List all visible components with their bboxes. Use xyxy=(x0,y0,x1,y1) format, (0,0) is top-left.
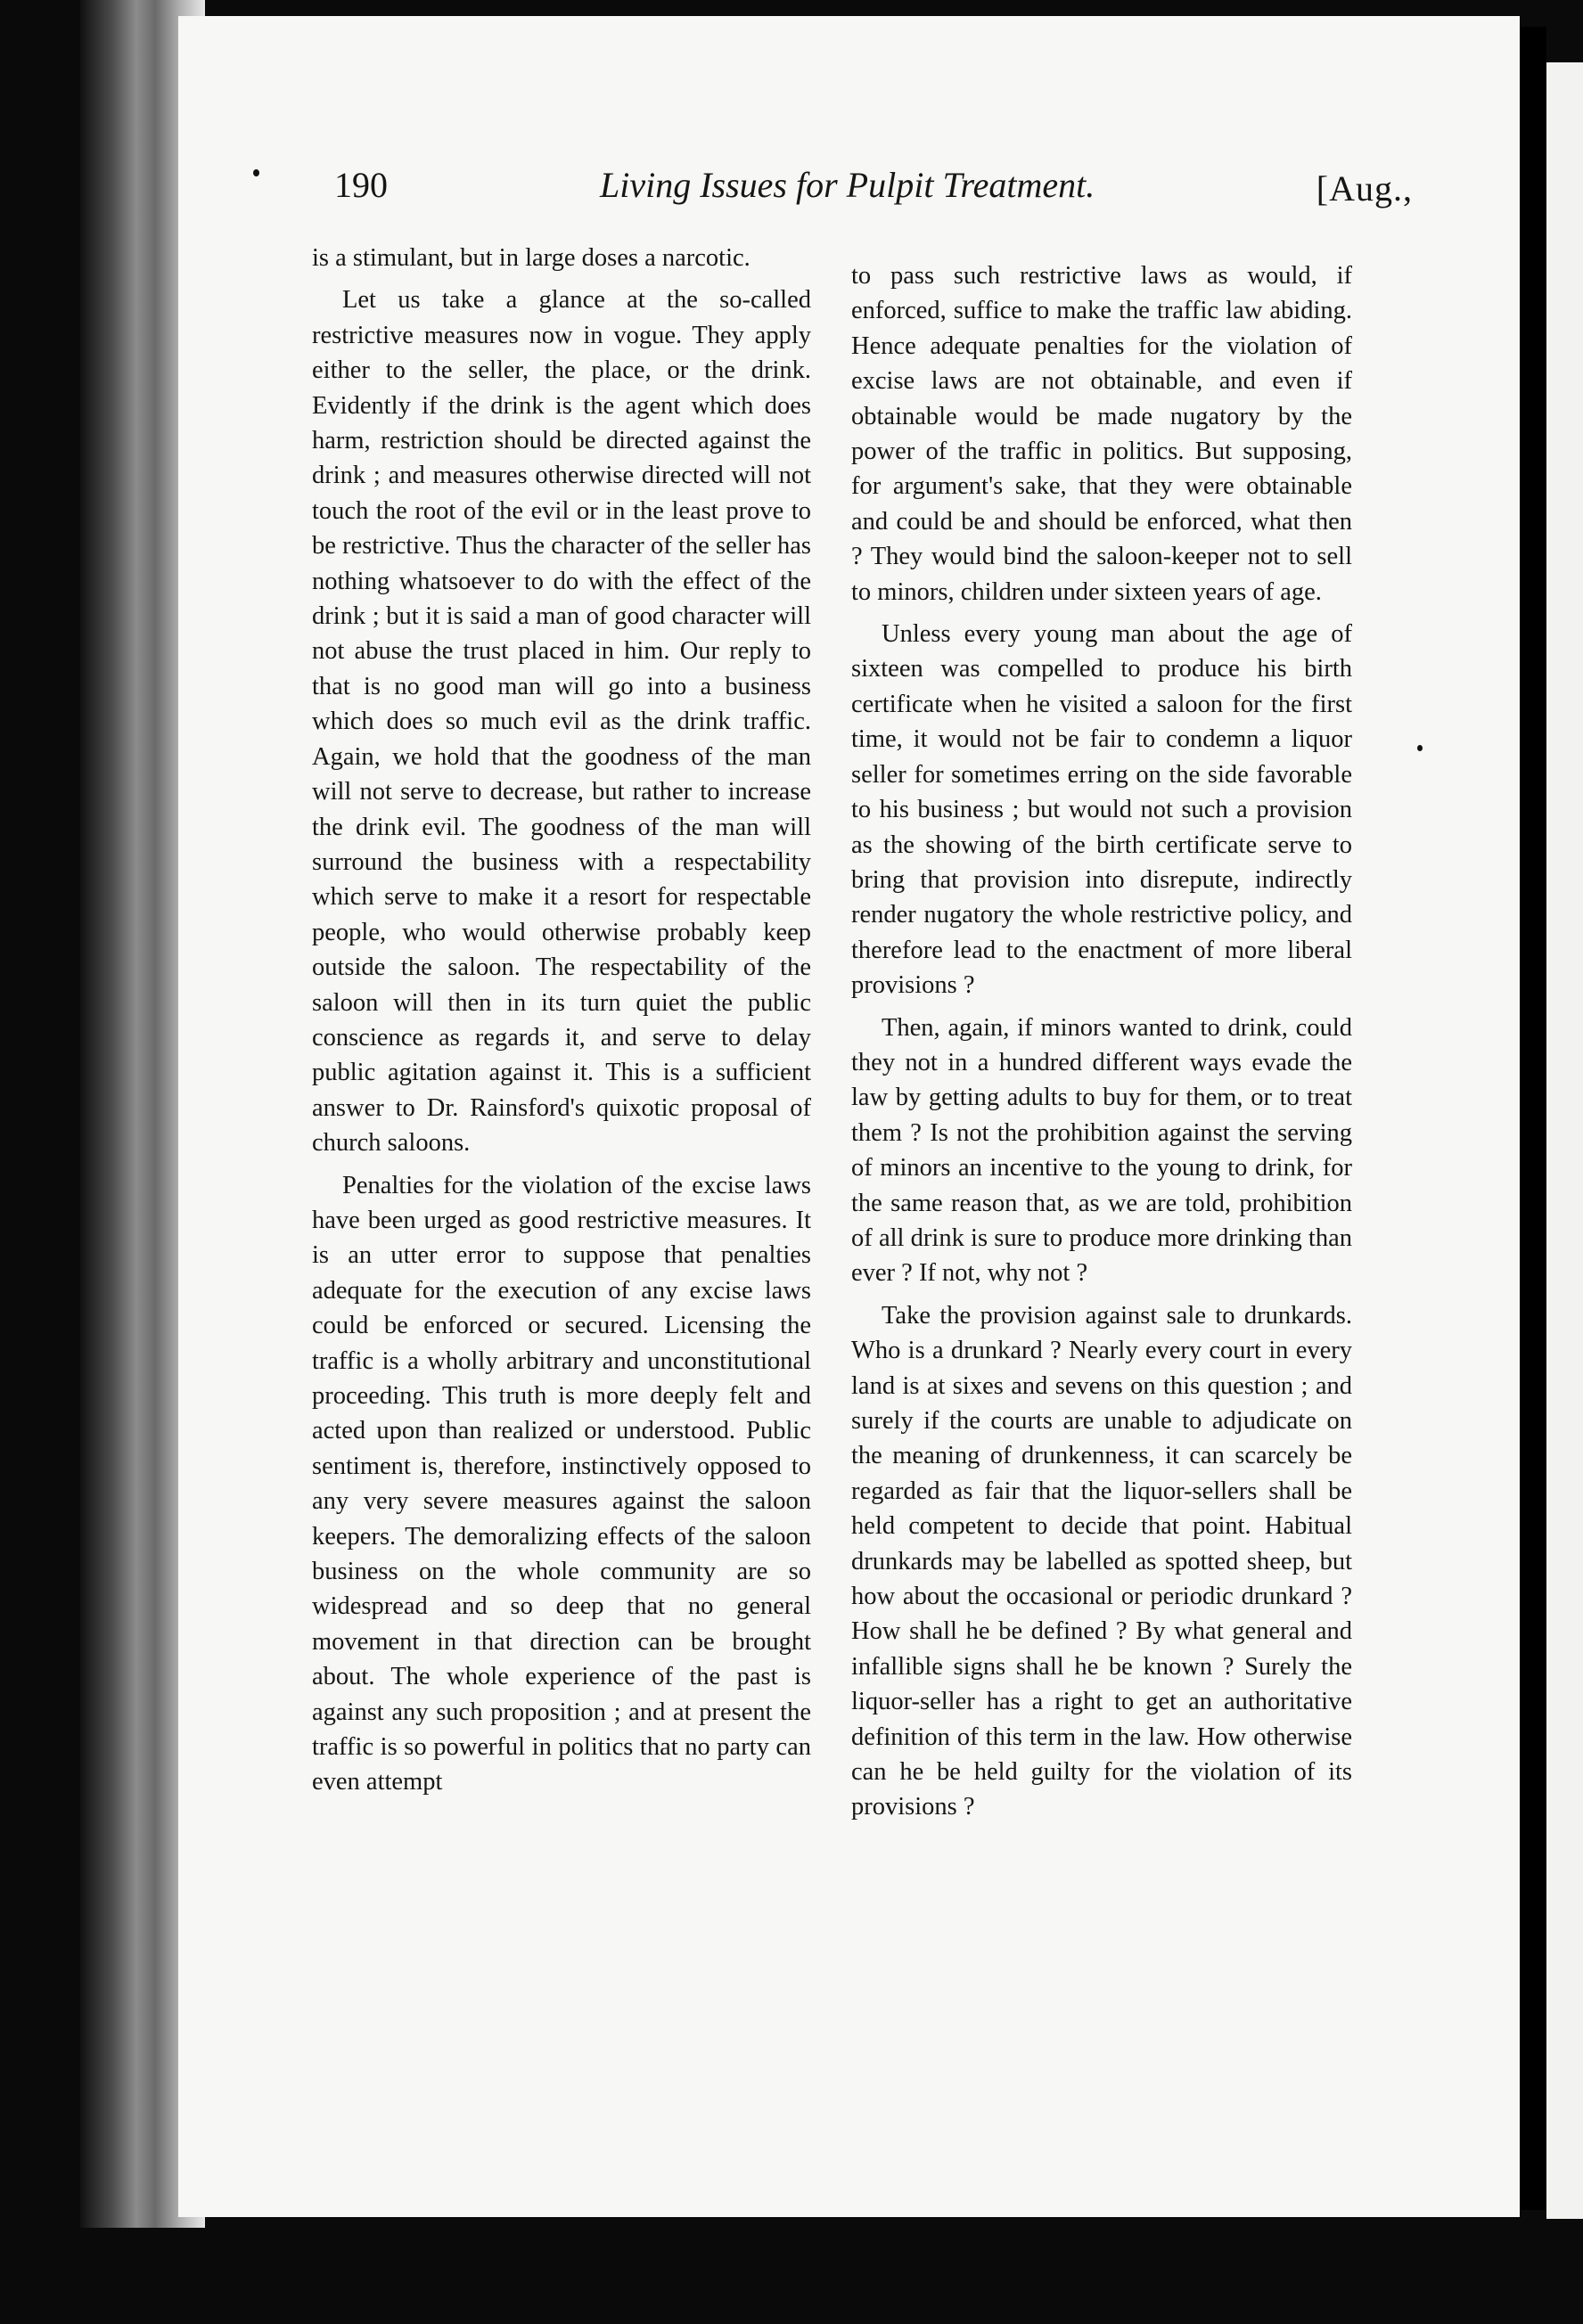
book-gutter xyxy=(1520,27,1546,2210)
page-number: 190 xyxy=(334,165,388,205)
paragraph: Penalties for the violation of the excise laws have been urged as good restrictive measures. It is an utter error to suppose that penalties adequate for the execution of any excise laws could be enforced or secured. Licensing the traffic is a wholly arbitrary and unconstitutional proceeding. This truth is more deeply felt and acted upon than realized or understood. Public sentiment is, therefore, instinctively opposed to any very severe measures against the saloon keepers. The demoralizing effects of the saloon business on the whole community are so widespread and so deep that no general movement in that direction can be brought about. The whole experience of the past is against any such proposition ; and at present the traffic is so powerful in politics that no party can even attempt xyxy=(312,1171,811,1796)
left-column xyxy=(312,241,811,1800)
paragraph: is a stimulant, but in large doses a narcotic. xyxy=(312,244,750,272)
paragraph: Unless every young man about the age of sixteen was compelled to produce his birth certificate when he visited a saloon for the first time, it would not be fair to condemn a liquor seller for sometimes erring on the side favorable to his business ; but would not such a provision as the showing of the birth certificate serve to bring that provision into disrepute, indirectly render nugatory the whole restrictive policy, and therefore lead to the enactment of more liberal provisions ? xyxy=(851,620,1352,1000)
paragraph: Let us take a glance at the so-called restrictive measures now in vogue. They apply either to the seller, the place, or the drink. Evidently if the drink is the agent which does harm, restriction should be directed against the drink ; and measures otherwise directed will not touch the root of the evil or in the least prove to be restrictive. Thus the character of the seller has nothing whatsoever to do with the effect of the drink ; but it is said a man of good character will not abuse the trust placed in him. Our reply to that is no good man will go into a business which does so much evil as the drink traffic. Again, we hold that the goodness of the man will not serve to decrease, but rather to increase the drink evil. The goodness of the man will surround the business with a respectability which serve to make it a resort for respectable people, who would otherwise probably keep outside the saloon. The respectability of the saloon will then in its turn quiet the public conscience as regards it, and serve to delay public agitation against it. This is a sufficient answer to Dr. Rainsford's quixotic proposal of church saloons. xyxy=(312,286,811,1158)
paragraph: Then, again, if minors wanted to drink, could they not in a hundred different ways evade the law by getting adults to buy for them, or to treat them ? Is not the prohibition against the serving of minors an incentive to the young to drink, for the same reason that, as we are told, prohibition of all drink is sure to produce more drinking than ever ? If not, why not ? xyxy=(851,1013,1352,1288)
paragraph: to pass such restrictive laws as would, if enforced, suffice to make the traffic law abiding. Hence adequate penalties for the violation of excise laws are not obtainable, and even if obtainable would be made nugatory by the power of the traffic in politics. But supposing, for argument's sake, that they were obtainable and could be and should be enforced, what then ? They would bind the saloon-keeper not to sell to minors, children under sixteen years of age. xyxy=(851,262,1352,606)
running-header xyxy=(334,159,1413,221)
ink-speck xyxy=(1417,745,1423,751)
paragraph: Take the provision against sale to drunkards. Who is a drunkard ? Nearly every court in every land is at sixes and sevens on this question ; and surely if the courts are unable to adjudicate on the meaning of drunkenness, it can scarcely be regarded as fair that the liquor-sellers shall be held competent to decide that point. Habitual drunkards may be labelled as spotted sheep, but how about the occasional or periodic drunkard ? How shall he be defined ? By what general and infallible signs shall he be known ? Surely the liquor-seller has a right to get an authoritative definition of this term in the law. How otherwise can he be held guilty for the violation of its provisions ? xyxy=(851,1301,1352,1821)
ink-speck xyxy=(253,169,259,176)
header-date: [Aug., xyxy=(1316,168,1413,209)
running-title: Living Issues for Pulpit Treatment. xyxy=(600,165,1095,205)
right-column xyxy=(851,258,1352,1825)
facing-page-edge xyxy=(1546,62,1583,2219)
